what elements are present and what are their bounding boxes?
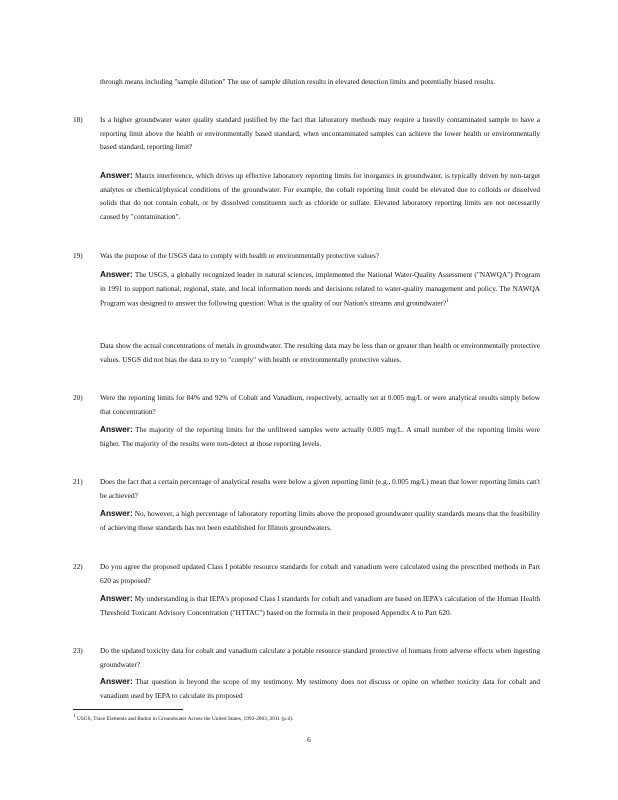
- answer-label: Answer:: [100, 676, 133, 686]
- page-number: 6: [307, 735, 311, 744]
- question-number: 20): [73, 393, 83, 402]
- question-text: Were the reporting limits for 84% and 92% of Cobalt and Vanadium, respectively, actually set at 0.005 mg/L or were analytical results simply below that concentration?: [100, 393, 540, 416]
- answer-text: My understanding is that IEPA's proposed Class I standards for cobalt and vanadium are based on IEPA's calculation of the Human Health Threshold Toxicant Advisory Concentration ("HTTAC") based on the formula in their proposed Appendix A to Part 620.: [100, 594, 541, 617]
- intro-paragraph: through means including "sample dilution" The use of sample dilution results in elevated detection limits and potentially biased results.: [100, 77, 496, 86]
- question-text: Do you agree the proposed updated Class I potable resource standards for cobalt and vanadium were calculated using the prescribed methods in Part 620 as proposed?: [100, 562, 540, 585]
- question-number: 22): [73, 562, 83, 571]
- footnote-text: USGS, Trace Elements and Radon in Groundwater Across the United States, 1992-2003, 2011 (p.ii).: [76, 715, 294, 722]
- question-number: 23): [73, 646, 83, 655]
- answer-label: Answer:: [100, 593, 133, 603]
- footnote-mark: 1: [73, 714, 76, 719]
- answer-paragraph: [100, 169, 540, 223]
- footnote-divider: [73, 709, 183, 710]
- answer-label: Answer:: [100, 170, 133, 180]
- answer-paragraph: [100, 268, 540, 310]
- answer-label: Answer:: [100, 508, 133, 518]
- answer-paragraph-2: Data show the actual concentrations of metals in groundwater. The resulting data may be less than or greater than health or environmentally protective values. USGS did not bias the data to try to "comply" with health or environmentally protective values.: [100, 341, 540, 364]
- question-text: Do the updated toxicity data for cobalt and vanadium calculate a potable resource standard protective of humans from adverse effects when ingesting groundwater?: [100, 646, 540, 669]
- answer-paragraph: [100, 507, 540, 534]
- answer-paragraph: [100, 675, 540, 702]
- answer-text: That question is beyond the scope of my testimony. My testimony does not discuss or opine on whether toxicity data for cobalt and vanadium used by IEPA to calculate its proposed: [100, 677, 540, 700]
- answer-paragraph: [100, 423, 540, 450]
- answer-text: Matrix interference, which drives up effective laboratory reporting limits for inorganics in groundwater, is typically driven by non-target analytes or chemical/physical conditions of the groundwater. For example, the cobalt reporting limit could be elevated due to colloids or dissolved solids that do not contain cobalt, or by dissolved constituents such as chloride or sulfate. Elevated laboratory reporting limits are not necessarily caused by "contamination".: [100, 171, 540, 221]
- footnote: [73, 713, 493, 723]
- footnote-reference: 1: [446, 299, 449, 305]
- question-number: 18): [73, 115, 83, 124]
- question-text: Is a higher groundwater water quality standard justified by the fact that laboratory methods may require a heavily contaminated sample to have a reporting limit above the health or environmentally based standard, when uncontaminated samples can achieve the lower health or environmentally based standard, reporting limit?: [100, 115, 540, 152]
- answer-text: The USGS, a globally recognized leader in natural sciences, implemented the National Water-Quality Assessment ("NAWQA") Program in 1991 to support national, regional, state, and local information needs and decisions related to water-quality management and policy. The NAWQA Program was designed to answer the following question: What is the quality of our Nation's streams and groundwater?: [100, 270, 540, 308]
- question-text: Does the fact that a certain percentage of analytical results were below a given reporting limit (e.g., 0.005 mg/L) mean that lower reporting limits can't be achieved?: [100, 477, 540, 500]
- question-number: 21): [73, 477, 83, 486]
- answer-label: Answer:: [100, 269, 133, 279]
- answer-text: The majority of the reporting limits for the unfiltered samples were actually 0.005 mg/L. A small number of the reporting limits were higher. The majority of the results were non-detect at those reporting levels.: [100, 425, 540, 448]
- question-text: Was the purpose of the USGS data to comply with health or environmentally protective values?: [100, 251, 380, 260]
- answer-paragraph: [100, 592, 540, 619]
- question-number: 19): [73, 251, 83, 260]
- answer-text: No, however, a high percentage of laboratory reporting limits above the proposed groundwater quality standards means that the feasibility of achieving those standards has not been established for Illinois groundwaters.: [100, 509, 540, 532]
- answer-label: Answer:: [100, 424, 133, 434]
